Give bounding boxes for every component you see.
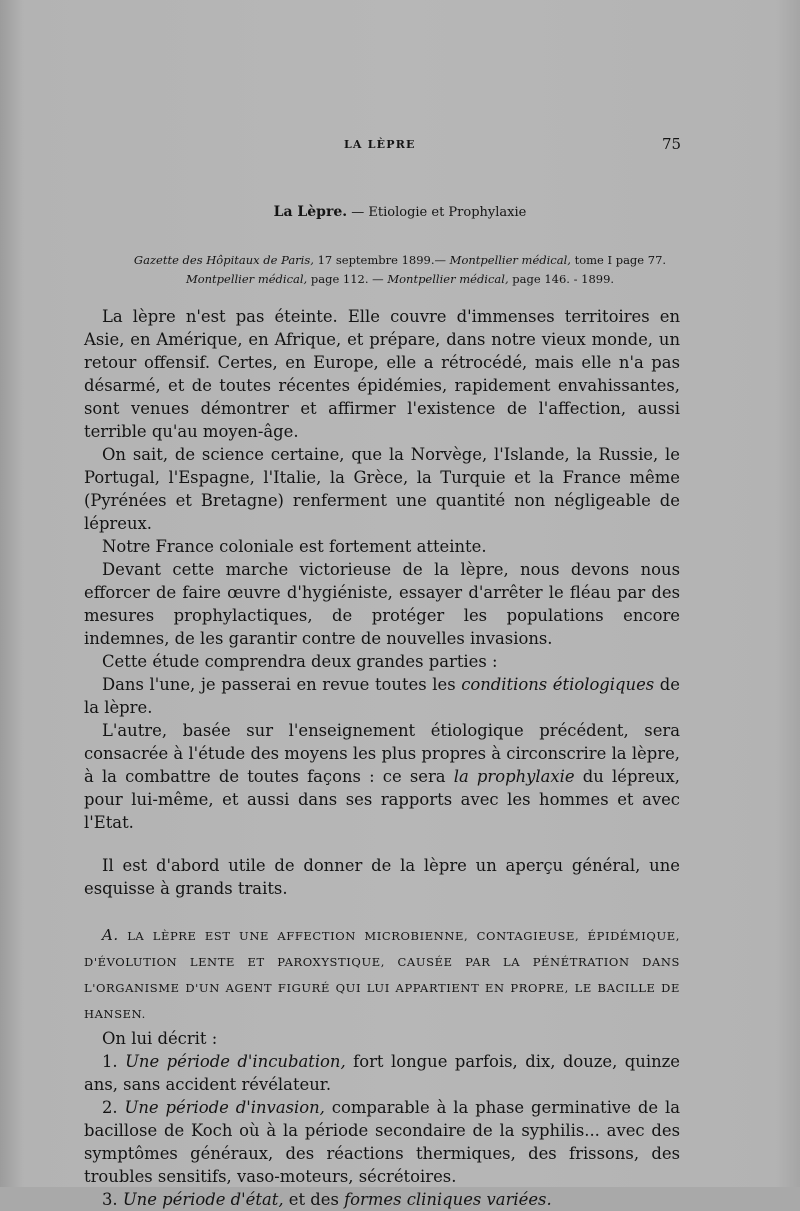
paragraph: Devant cette marche victorieuse de la lèpre, nous devons nous efforcer de faire œuvre d'hygiéniste, essayer d'arrêter le fléau par des mesures prophylactiques, de protéger les populations encore indemnes, de les garantir contre de nouvelles invasions. bbox=[84, 560, 680, 648]
list-emphasis: formes cliniques variées. bbox=[344, 1190, 552, 1209]
list-number: 3. bbox=[102, 1190, 123, 1209]
reference-detail: page 146. - 1899. bbox=[508, 272, 615, 286]
paragraph: Notre France coloniale est fortement atteinte. bbox=[102, 537, 487, 556]
running-title: LA LÈPRE bbox=[344, 138, 416, 151]
reference-line bbox=[0, 251, 800, 270]
paragraph: Il est d'abord utile de donner de la lèpre un aperçu général, une esquisse à grands traits. bbox=[84, 856, 680, 898]
publication-references bbox=[0, 251, 800, 289]
paragraph bbox=[84, 719, 680, 834]
list-number: 2. bbox=[102, 1098, 125, 1117]
reference-source: Gazette des Hôpitaux de Paris, bbox=[133, 253, 314, 267]
section-text: LA LÈPRE EST UNE AFFECTION MICROBIENNE, CONTAGIEUSE, ÉPIDÉMIQUE, D'ÉVOLUTION LENTE ET PAROXYSTIQUE, CAUSÉE PAR LA PÉNÉTRATION DANS L'ORGANISME D'UN AGENT FIGURÉ QUI LUI APPARTIENT EN PROPRE, LE BACILLE DE HANSEN. bbox=[84, 929, 680, 1021]
paragraph: On sait, de science certaine, que la Norvège, l'Islande, la Russie, le Portugal, l'Espagne, l'Italie, la Grèce, la Turquie et la France même (Pyrénées et Bretagne) renferment une quantité non négligeable de lépreux. bbox=[84, 445, 680, 533]
reference-detail: page 112. — bbox=[307, 272, 388, 286]
article-title-bold: La Lèpre. bbox=[273, 204, 348, 220]
paragraph-text: de la lèpre. bbox=[84, 675, 680, 717]
paragraph-text: L'autre, basée sur l'enseignement étiologique précédent, sera consacrée à l'étude des moyens les plus propres à circonscrire la lèpre, à la combattre de toutes façons : ce sera bbox=[84, 721, 680, 786]
reference-detail: tome I page 77. bbox=[570, 253, 667, 267]
reference-source: Montpellier médical, bbox=[449, 253, 571, 267]
paragraph: Cette étude comprendra deux grandes parties : bbox=[102, 652, 498, 671]
reference-detail: 17 septembre 1899.— bbox=[313, 253, 450, 267]
paragraph bbox=[84, 673, 680, 719]
article-title bbox=[0, 204, 800, 220]
list-item bbox=[84, 1096, 680, 1188]
paragraph-emphasis: la prophylaxie bbox=[453, 767, 575, 786]
paragraph-text: Dans l'une, je passerai en revue toutes les bbox=[102, 675, 462, 694]
paragraph: La lèpre n'est pas éteinte. Elle couvre d'immenses territoires en Asie, en Amérique, en Afrique, et prépare, dans notre vieux monde, un retour offensif. Certes, en Europe, elle a rétrocédé, mais elle n'a pas désarmé, et de toutes récentes épidémies, rapidement envahissantes, sont venues démontrer et affirmer l'existence de l'affection, aussi terrible qu'au moyen-âge. bbox=[84, 307, 680, 441]
paragraph-text: du lépreux, pour lui-même, et aussi dans ses rapports avec les hommes et avec l'Etat. bbox=[84, 767, 680, 832]
list-item bbox=[84, 1050, 680, 1096]
reference-line bbox=[0, 270, 800, 289]
list-emphasis: Une période d'invasion, bbox=[124, 1098, 325, 1117]
reference-source: Montpellier médical, bbox=[185, 272, 308, 286]
list-text: fort longue parfois, dix, douze, quinze ans, sans accident révélateur. bbox=[84, 1052, 680, 1094]
body-text bbox=[84, 305, 680, 1211]
reference-source: Montpellier médical, bbox=[387, 272, 509, 286]
article-title-subtitle: — Etiologie et Prophylaxie bbox=[347, 205, 527, 220]
list-emphasis: Une période d'incubation, bbox=[125, 1052, 346, 1071]
list-emphasis: Une période d'état, bbox=[122, 1190, 284, 1209]
paragraph: On lui décrit : bbox=[102, 1029, 218, 1048]
section-mark: A. bbox=[102, 926, 119, 944]
list-item bbox=[84, 1188, 680, 1211]
paragraph-emphasis: conditions étiologiques bbox=[461, 675, 655, 694]
section-a-heading bbox=[84, 922, 680, 1027]
page-number: 75 bbox=[662, 135, 682, 153]
list-number: 1. bbox=[102, 1052, 126, 1071]
list-text: et des bbox=[283, 1190, 345, 1209]
list-text: comparable à la phase germinative de la bacillose de Koch où à la période secondaire de la syphilis... avec des symptômes généraux, des réactions thermiques, des frissons, des troubles sensitifs, vaso-moteurs, sécrétoires. bbox=[84, 1098, 680, 1186]
